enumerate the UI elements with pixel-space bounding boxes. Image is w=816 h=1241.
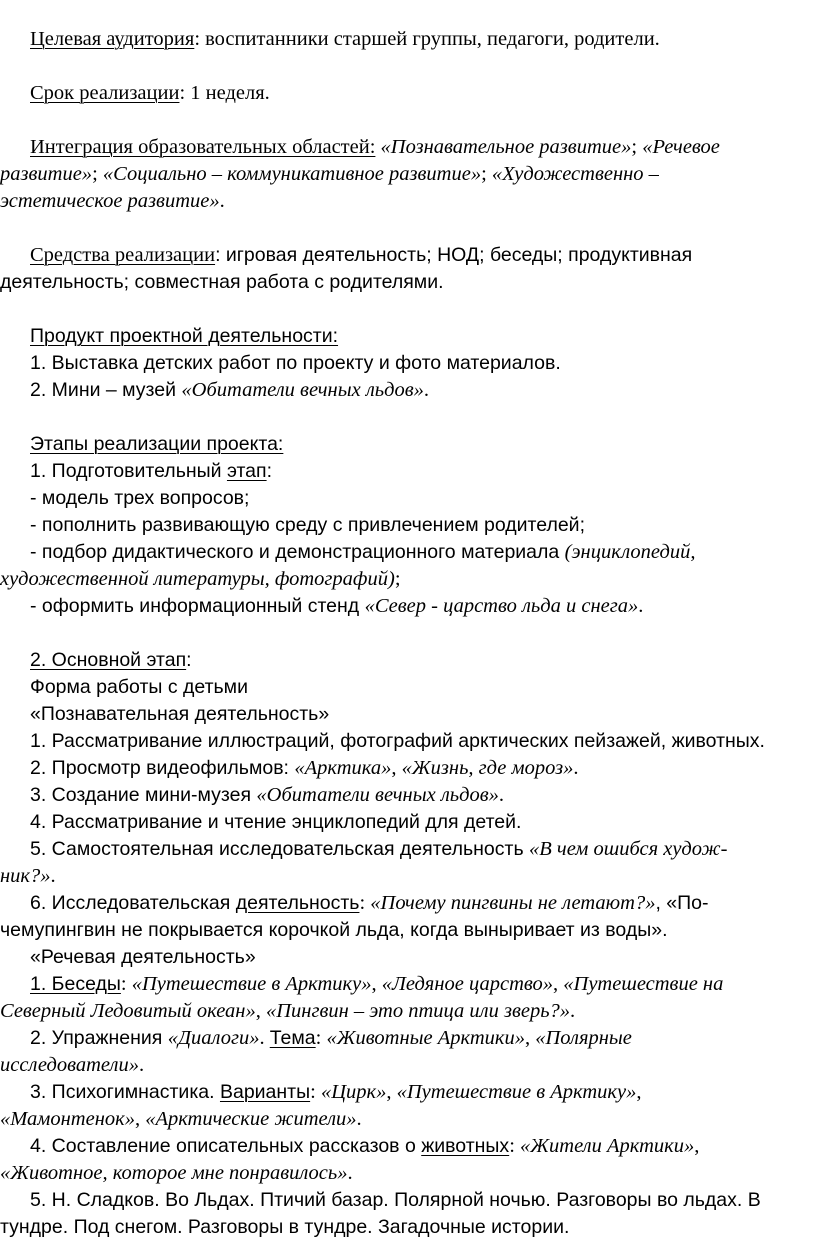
speech-item-4-sep: , (694, 1135, 700, 1157)
speech-item-1-end: . (570, 1000, 576, 1022)
means-label: Средства реализации (30, 244, 216, 266)
cognitive-item-4: 4. Рассматривание и чтение энциклопедий для детей. (30, 811, 522, 833)
prep-item-3-line-1 (0, 539, 816, 566)
integration-area-4a: «Художественно – (491, 163, 659, 185)
cognitive-item-2-italic-2: «Жизнь, где мороз» (401, 757, 574, 779)
integration-area-2a: «Речевое (642, 136, 720, 158)
term-text: : 1 неделя. (179, 82, 270, 104)
speech-item-2-italic-3a: «Полярные (535, 1027, 632, 1049)
product-label: Продукт проектной деятельности: (30, 325, 339, 347)
cognitive-title: «Познавательная деятельность» (30, 703, 330, 725)
speech-item-3-link: Варианты (219, 1081, 311, 1103)
speech-item-3-colon: : (310, 1081, 321, 1103)
speech-item-1-line-2 (0, 998, 816, 1025)
speech-item-3-italic-2: «Путешествие в Арктику» (396, 1081, 637, 1103)
speech-item-4-italic-1: «Жители Арктики» (520, 1135, 695, 1157)
product-item-2 (0, 377, 816, 404)
main-stage-label: 2. Основной этап (30, 649, 187, 671)
integration-area-3: «Социально – коммуникативное развитие» (102, 163, 482, 185)
cognitive-item-5-italic-a: «В чем ошибся худож- (529, 838, 728, 860)
speech-item-4-line-2 (0, 1160, 816, 1187)
product-item-2-italic: «Обитатели вечных льдов» (181, 379, 424, 401)
prep-stage-prefix: 1. Подготовительный (30, 460, 227, 482)
speech-item-2-end: . (138, 1054, 145, 1076)
cognitive-item-5-italic-b: ник?» (0, 865, 51, 887)
speech-item-5-line-2: тундре. Под снегом. Разговоры в тундре. Загадочные истории. (0, 1216, 570, 1238)
speech-item-1-link: 1. Беседы (30, 973, 121, 995)
speech-item-3-end: . (356, 1108, 362, 1130)
prep-item-3-italic-a: (энциклопедий, (564, 541, 696, 563)
speech-item-1-italic-1: «Путешествие в Арктику» (131, 973, 372, 995)
speech-item-3-line-1 (0, 1079, 816, 1106)
term-label: Срок реализации (30, 82, 180, 104)
cognitive-item-2-italic-1: «Арктика» (294, 757, 392, 779)
cognitive-item-3-end: . (498, 784, 504, 806)
prep-item-4-italic: «Север - царство льда и снега» (364, 595, 639, 617)
speech-item-1-colon: : (120, 973, 132, 995)
product-item-2-prefix: 2. Мини – музей (30, 379, 182, 401)
integration-line-1 (0, 134, 816, 161)
speech-item-3-italic-4: «Арктические жители» (145, 1108, 357, 1130)
prep-item-1: - модель трех вопросов; (30, 487, 250, 509)
integration-sep-2: ; (92, 163, 103, 185)
prep-item-3-end: ; (394, 568, 401, 590)
main-stage-line (0, 647, 816, 674)
cognitive-item-6-colon: : (359, 892, 371, 914)
cognitive-item-2-prefix: 2. Просмотр видеофильмов: (30, 757, 295, 779)
integration-area-1: «Познавательное развитие» (380, 136, 632, 158)
speech-item-3-sep-3: , (134, 1108, 146, 1130)
cognitive-item-6-line-2: чемупингвин не покрывается корочкой льда, когда выныривает из воды». (0, 919, 668, 941)
means-line-1 (0, 242, 816, 269)
speech-item-2-italic-2: «Животные Арктики» (326, 1027, 525, 1049)
speech-item-3-line-2 (0, 1106, 816, 1133)
speech-item-1-sep-3: , (255, 1000, 266, 1022)
speech-item-2-line-2 (0, 1052, 816, 1079)
speech-item-2-line-1 (0, 1025, 816, 1052)
speech-item-1-italic-3a: «Путешествие на (563, 973, 724, 995)
speech-item-3-italic-3: «Мамонтенок» (0, 1108, 135, 1130)
prep-item-4 (0, 593, 816, 620)
cognitive-item-2-end: . (573, 757, 579, 779)
cognitive-item-3-prefix: 3. Создание мини-музея (30, 784, 257, 806)
cognitive-item-5-end: . (50, 865, 56, 887)
work-form-line: Форма работы с детьми (30, 676, 248, 698)
speech-item-2-mid: . (259, 1027, 270, 1049)
audience-text: : воспитанники старшей группы, педагоги, родители. (194, 28, 660, 50)
integration-sep-3: ; (481, 163, 492, 185)
means-text-a: : игровая деятельность; НОД; беседы; продуктивная (215, 244, 693, 266)
stages-label-line (0, 431, 816, 458)
cognitive-item-6-link: деятельность (235, 892, 360, 914)
prep-item-3-line-2 (0, 566, 816, 593)
term-line (0, 80, 816, 107)
cognitive-item-3-italic: «Обитатели вечных льдов» (256, 784, 499, 806)
speech-item-2-link: Тема (269, 1027, 316, 1049)
speech-item-2-italic-3b: исследователи» (0, 1054, 139, 1076)
audience-label: Целевая аудитория (30, 28, 195, 50)
speech-item-1-sep-1: , (371, 973, 382, 995)
integration-label: Интеграция образовательных областей: (30, 136, 376, 158)
speech-item-2-italic: «Диалоги» (167, 1027, 260, 1049)
speech-item-2-colon: : (315, 1027, 327, 1049)
integration-line-3 (0, 188, 816, 215)
speech-item-4-prefix: 4. Составление описательных рассказов о (30, 1135, 422, 1157)
speech-title: «Речевая деятельность» (30, 946, 256, 968)
speech-item-4-colon: : (509, 1135, 521, 1157)
cognitive-item-5-line-1 (0, 836, 816, 863)
speech-item-1-sep-2: , (553, 973, 564, 995)
prep-item-3-italic-b: художественной литературы, фотографий) (0, 568, 395, 590)
integration-sep-1: ; (631, 136, 643, 158)
speech-item-3-italic-1: «Цирк» (320, 1081, 387, 1103)
prep-item-3-prefix: - подбор дидактического и демонстрационного материала (30, 541, 565, 563)
cognitive-item-6-italic: «Почему пингвины не летают?» (370, 892, 656, 914)
prep-item-4-prefix: - оформить информационный стенд (30, 595, 365, 617)
speech-item-3-sep-2: , (636, 1081, 642, 1103)
cognitive-item-5-line-2 (0, 863, 816, 890)
speech-item-5-line-1: 5. Н. Сладков. Во Льдах. Птичий базар. Полярной ночью. Разговоры во льдах. В (30, 1189, 761, 1211)
speech-item-1-italic-3b: Северный Ледовитый океан» (0, 1000, 256, 1022)
prep-stage-line (0, 458, 816, 485)
prep-stage-end: : (266, 460, 273, 482)
speech-item-3-sep-1: , (386, 1081, 397, 1103)
prep-item-4-end: . (638, 595, 644, 617)
cognitive-item-6-prefix: 6. Исследовательская (30, 892, 236, 914)
product-label-line (0, 323, 816, 350)
speech-item-4-italic-2: «Животное, которое мне понравилось» (0, 1162, 348, 1184)
stages-label: Этапы реализации проекта: (30, 433, 284, 455)
prep-stage-link: этап (226, 460, 267, 482)
speech-item-2-prefix: 2. Упражнения (30, 1027, 168, 1049)
product-item-2-end: . (423, 379, 429, 401)
speech-item-4-line-1 (0, 1133, 816, 1160)
cognitive-item-6-line-1 (0, 890, 816, 917)
cognitive-item-5-prefix: 5. Самостоятельная исследовательская деятельность (30, 838, 530, 860)
speech-item-4-link: животных (421, 1135, 510, 1157)
speech-item-1-italic-4: «Пингвин – это птица или зверь?» (265, 1000, 571, 1022)
integration-area-2b: развитие» (0, 163, 93, 185)
cognitive-item-2-sep: , (391, 757, 402, 779)
integration-area-4b: эстетическое развитие» (0, 190, 220, 212)
integration-line-2 (0, 161, 816, 188)
main-stage-label-end: : (186, 649, 192, 671)
speech-item-2-sep: , (524, 1027, 536, 1049)
speech-item-4-end: . (347, 1162, 353, 1184)
cognitive-item-6-rest-a: , «По- (655, 892, 709, 914)
audience-line (0, 26, 816, 53)
prep-item-2: - пополнить развивающую среду с привлечением родителей; (30, 514, 585, 536)
cognitive-item-2 (0, 755, 816, 782)
cognitive-item-1: 1. Рассматривание иллюстраций, фотографий арктических пейзажей, животных. (30, 730, 765, 752)
integration-end: . (219, 190, 225, 212)
speech-item-3-prefix: 3. Психогимнастика. (30, 1081, 220, 1103)
means-line-2: деятельность; совместная работа с родителями. (0, 271, 444, 293)
speech-item-1-italic-2: «Ледяное царство» (381, 973, 554, 995)
speech-item-1-line-1 (0, 971, 816, 998)
cognitive-item-3 (0, 782, 816, 809)
product-item-1: 1. Выставка детских работ по проекту и фото материалов. (30, 352, 561, 374)
